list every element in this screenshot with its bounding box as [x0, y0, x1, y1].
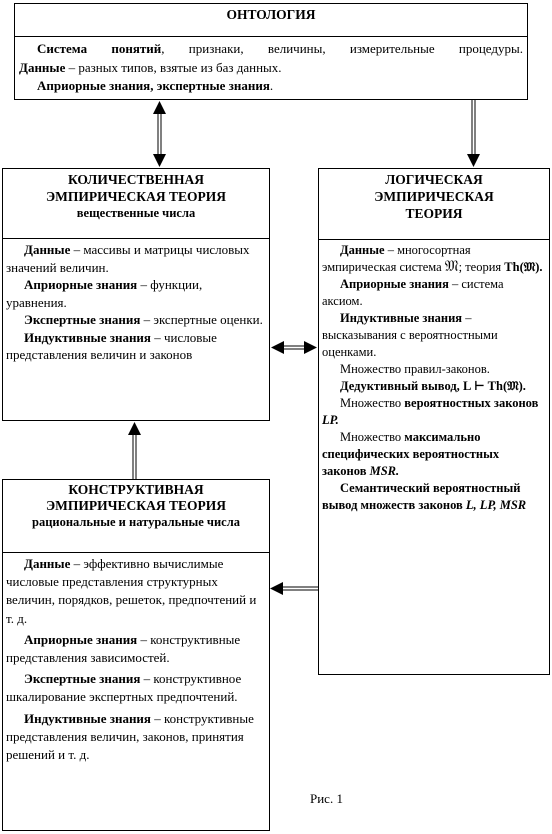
item-label: Дедуктивный вывод, [340, 379, 463, 393]
item-text: ; теория [458, 260, 505, 274]
item-text: – функции, уравнения. [6, 277, 203, 310]
data-label: Данные [19, 59, 66, 75]
ontology-body [15, 37, 527, 96]
item-text: – конструктивное шкалирование экспертных предпочтений. [6, 671, 242, 705]
item-text: – конструктивные представления зависимостей. [6, 631, 241, 666]
item-text: – эффективно вычислимые числовые представления структурных величин, порядков, решеток, предпочтений и т. д. [6, 556, 257, 626]
knowledge-label: Априорные знания, экспертные знания [37, 78, 270, 93]
lp-symbol: LP. [322, 413, 339, 427]
item-label: Данные [24, 242, 71, 257]
constructive-theory-header [3, 480, 269, 553]
item-text: – многосортная эмпирическая система [322, 243, 471, 274]
arrow-quantitative-logical [271, 341, 317, 354]
constructive-subtitle: рациональные и натуральные числа [32, 515, 240, 529]
quantitative-subtitle: вещественные числа [76, 206, 196, 220]
item-label: Данные [24, 556, 71, 571]
item-text: – числовые представления величин и законов [6, 329, 217, 362]
logical-probabilistic [322, 395, 546, 429]
laws-symbols: L, LP, MSR [465, 498, 527, 512]
logical-deductive [322, 378, 546, 395]
constructive-item [6, 631, 266, 667]
logical-theory-box [318, 168, 550, 675]
item-text: Множество [340, 430, 405, 444]
item-label: Индуктивные знания [340, 311, 463, 325]
arrow-constructive-quantitative [128, 422, 141, 479]
item-text: – система аксиом. [322, 277, 504, 308]
theory-symbol: Th(𝔐). [504, 260, 543, 274]
ontology-line-concepts [19, 40, 523, 59]
arrow-logical-constructive [270, 582, 318, 595]
quantitative-item [6, 329, 266, 364]
item-text: – высказывания с вероятностными оценками. [322, 311, 498, 359]
item-text: – конструктивные представления величин, законов, принятия решений и т. д. [6, 710, 254, 763]
logical-title-line2: ЭМПИРИЧЕСКАЯ [374, 189, 494, 204]
item-label: Априорные знания [24, 631, 138, 647]
logical-semantic [322, 480, 546, 514]
quantitative-theory-header [3, 169, 269, 239]
ontology-line-knowledge [19, 77, 523, 96]
logical-theory-body [319, 240, 549, 514]
constructive-item [6, 710, 266, 765]
arrow-ontology-logical [467, 100, 480, 167]
logical-data [322, 242, 546, 276]
item-label: Экспертные знания [24, 312, 141, 327]
item-text: – экспертные оценки. [140, 312, 263, 327]
constructive-title-line1: КОНСТРУКТИВНАЯ [68, 482, 204, 497]
logical-title-line1: ЛОГИЧЕСКАЯ [385, 172, 483, 187]
logical-apriori [322, 276, 546, 310]
quantitative-title-line1: КОЛИЧЕСТВЕННАЯ [67, 172, 204, 187]
quantitative-title-line2: ЭМПИРИЧЕСКАЯ ТЕОРИЯ [46, 189, 226, 204]
data-text: – разных типов, взятые из баз данных. [65, 59, 282, 75]
constructive-title-line2: ЭМПИРИЧЕСКАЯ ТЕОРИЯ [46, 498, 226, 513]
concepts-label: Система понятий [37, 41, 162, 56]
constructive-item [6, 670, 266, 706]
ontology-box [14, 3, 528, 100]
item-text: Множество [340, 396, 405, 410]
system-symbol: 𝔐 [444, 259, 459, 275]
knowledge-text: . [269, 78, 274, 93]
logical-max-specific [322, 429, 546, 480]
item-label: Данные [340, 243, 385, 257]
item-label: Априорные знания [340, 277, 449, 291]
item-label: максимально специфических вероятностных законов [322, 430, 500, 478]
ontology-line-data [19, 59, 523, 78]
ontology-title: ОНТОЛОГИЯ [15, 4, 527, 37]
constructive-item [6, 555, 266, 628]
quantitative-theory-body [3, 239, 269, 364]
constructive-theory-box [2, 479, 270, 831]
deductive-expression: L ⊢ Th(𝔐). [462, 379, 526, 393]
logical-theory-header [319, 169, 549, 240]
item-label: Экспертные знания [24, 671, 141, 687]
item-label: Априорные знания [24, 277, 138, 292]
quantitative-item [6, 241, 266, 276]
logical-inductive [322, 310, 546, 361]
msr-symbol: MSR. [369, 464, 400, 478]
concepts-text: , признаки, величины, измерительные процедуры. [161, 41, 523, 56]
constructive-theory-body [3, 553, 269, 764]
logical-title-line3: ТЕОРИЯ [405, 206, 463, 221]
quantitative-item [6, 276, 266, 311]
item-text: – массивы и матрицы числовых значений величин. [6, 242, 250, 275]
figure-caption: Рис. 1 [310, 791, 343, 806]
item-label: вероятностных законов [404, 396, 539, 410]
quantitative-theory-box [2, 168, 270, 421]
arrow-ontology-quantitative [153, 101, 166, 167]
item-label: Индуктивные знания [24, 329, 151, 345]
quantitative-item [6, 311, 266, 329]
logical-rules: Множество правил-законов. [340, 362, 490, 376]
item-label: Семантический вероятностный вывод множеств законов [322, 481, 521, 512]
item-label: Индуктивные знания [24, 710, 151, 726]
